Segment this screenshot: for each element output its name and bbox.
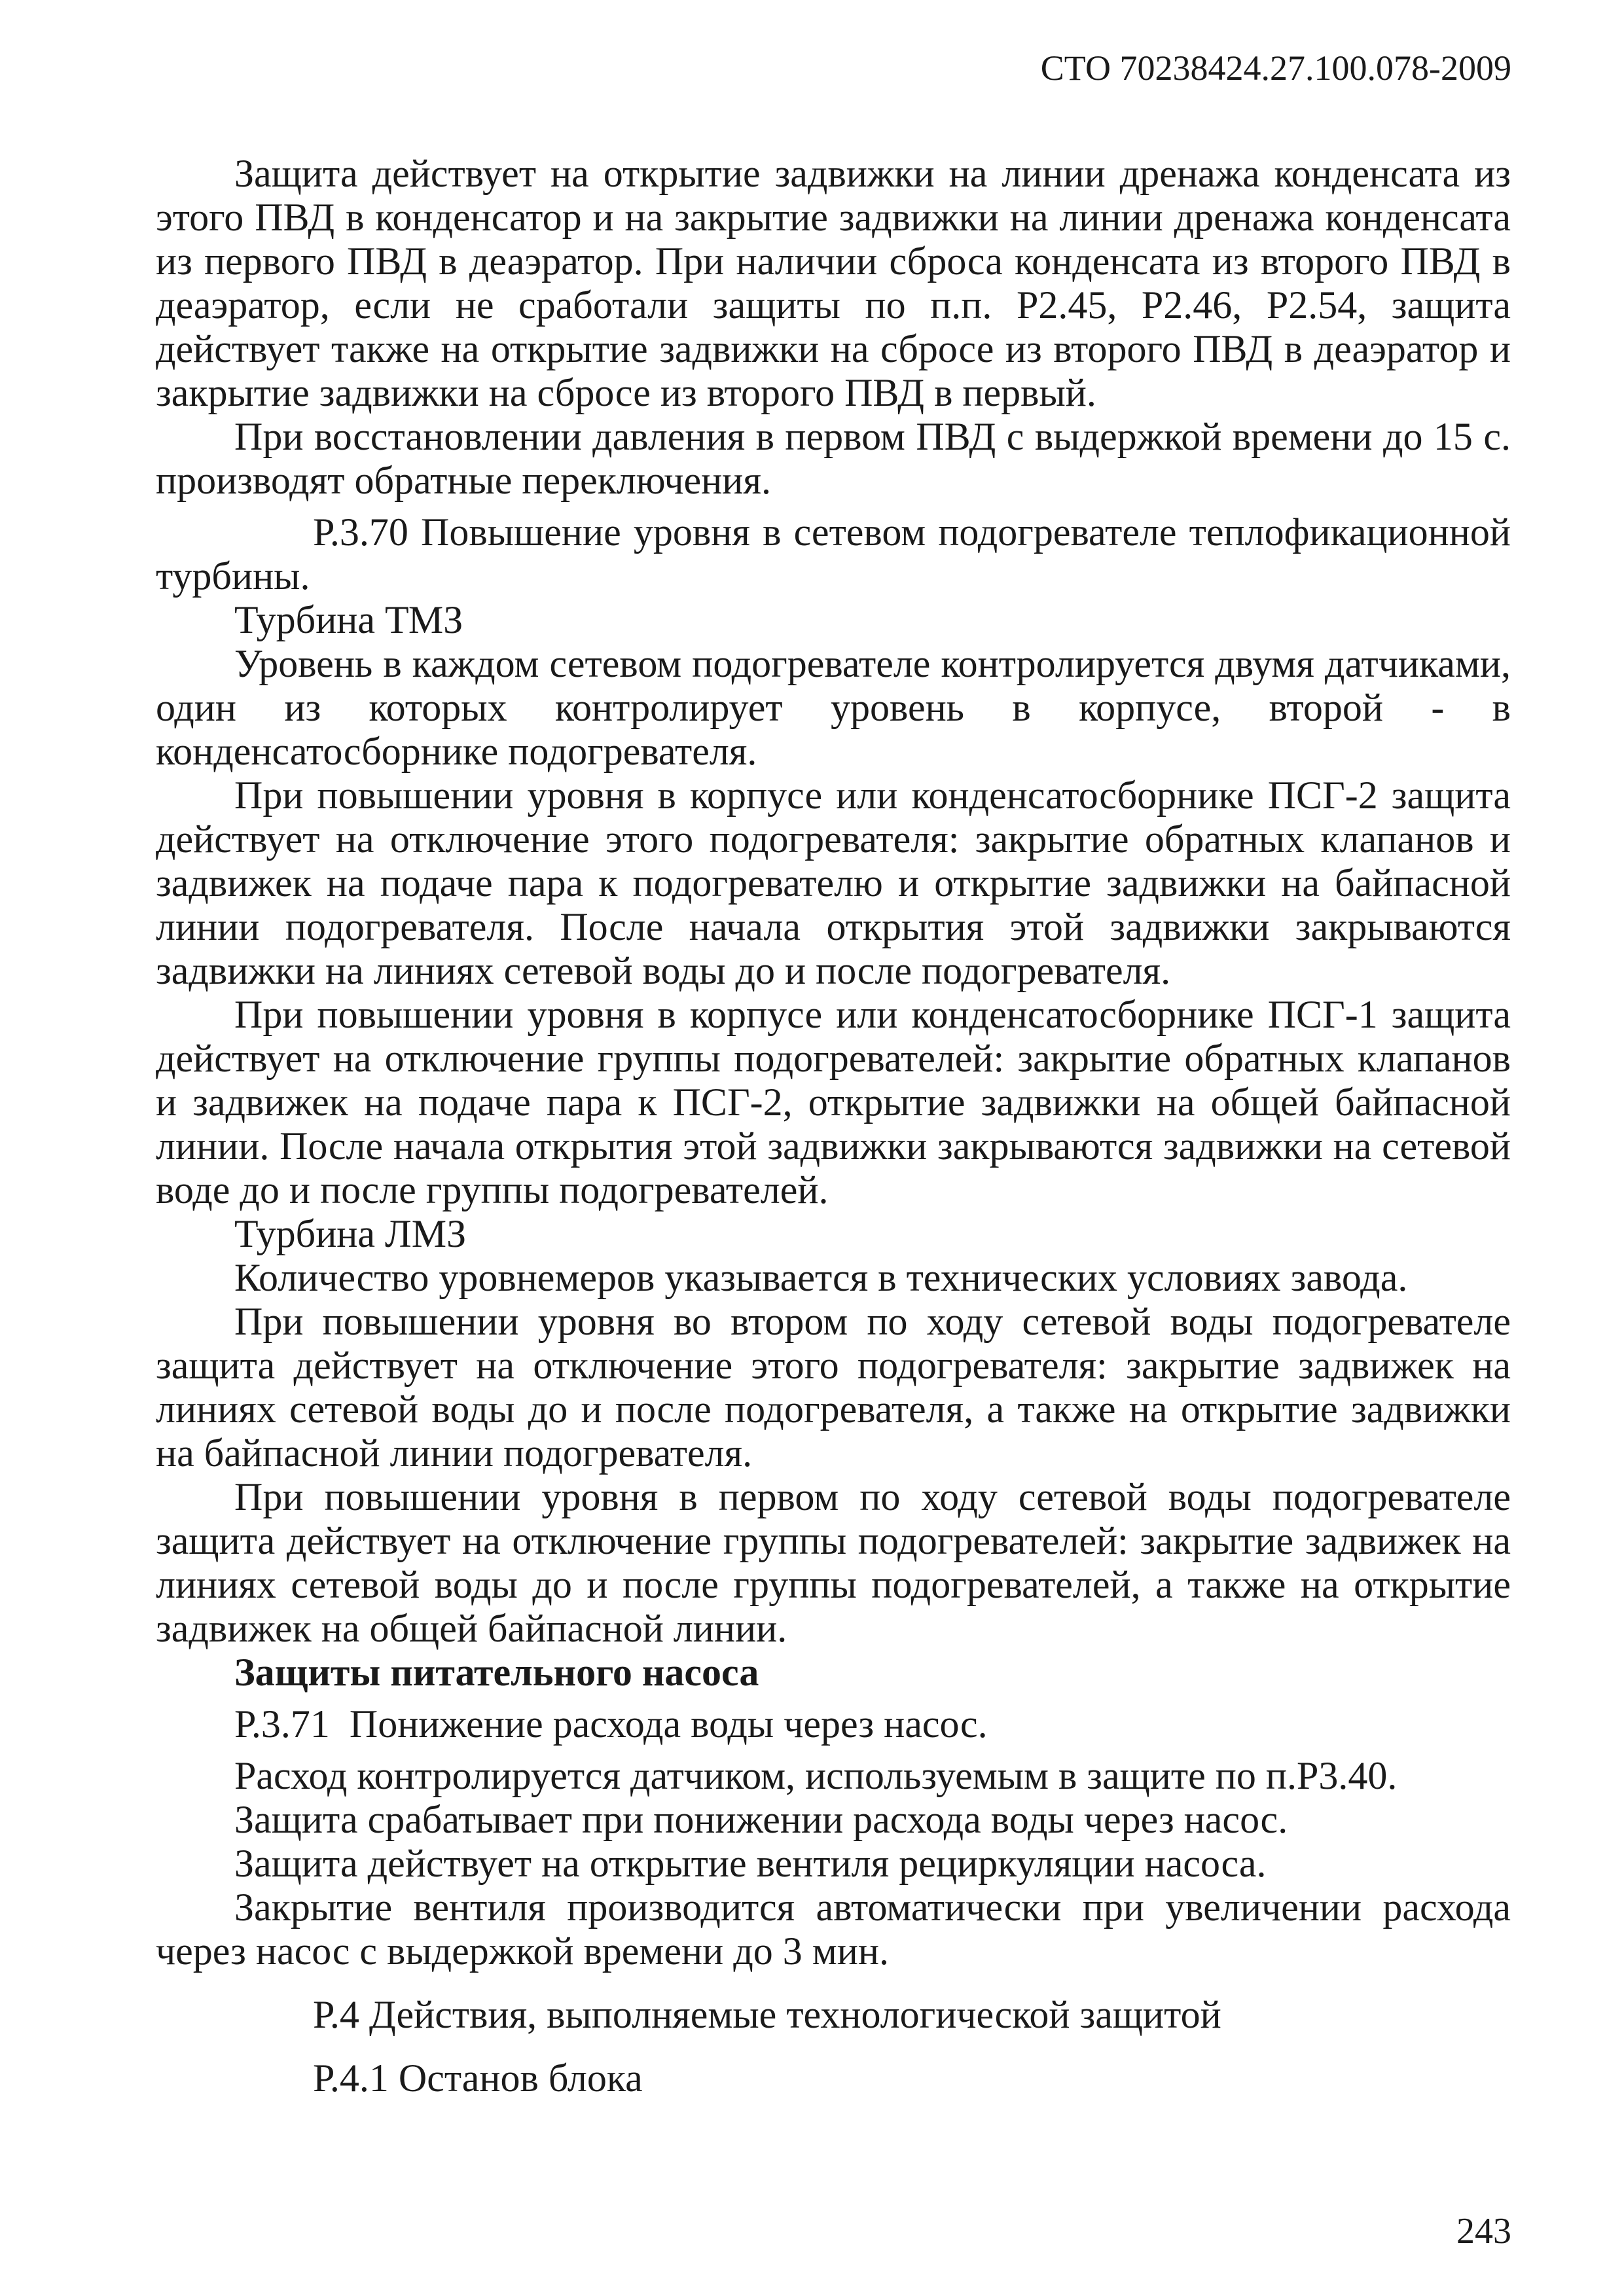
- clause-number: Р.3.70: [313, 511, 408, 554]
- document-code: СТО 70238424.27.100.078-2009: [1040, 48, 1511, 88]
- paragraph: Защита действует на открытие задвижки на линии дренажа конденсата из этого ПВД в конденсатор и на закрытие задвижки на линии дренажа конденсата из первого ПВД в деаэратор. При наличии сброса конденсата из второго ПВД в деаэратор, если не сработали защиты по п.п. Р2.45, Р2.46, Р2.54, защита действует также на открытие задвижки на сбросе из второго ПВД в деаэратор и закрытие задвижки на сбросе из второго ПВД в первый.: [156, 152, 1511, 414]
- clause-text: Понижение расхода воды через насос.: [349, 1702, 988, 1746]
- paragraph: Закрытие вентиля производится автоматически при увеличении расхода через насос с выдержкой времени до 3 мин.: [156, 1886, 1511, 1973]
- paragraph: Защита срабатывает при понижении расхода воды через насос.: [234, 1798, 1288, 1841]
- paragraph: Количество уровнемеров указывается в технических условиях завода.: [234, 1256, 1408, 1299]
- subheading-turbine-lmz: Турбина ЛМЗ: [234, 1212, 467, 1255]
- paragraph: При повышении уровня в корпусе или конденсатосборнике ПСГ-2 защита действует на отключение этого подогревателя: закрытие обратных клапанов и задвижек на подаче пара к подогревателю и открытие задвижки на байпасной линии подогревателя. После начала открытия этой задвижки закрываются задвижки на линиях сетевой воды до и после подогревателя.: [156, 774, 1511, 992]
- page-number: 243: [1456, 2211, 1511, 2251]
- clause-paragraph: [156, 1993, 1511, 2037]
- clause-number: Р.4: [313, 1993, 359, 2036]
- paragraph: При повышении уровня в корпусе или конденсатосборнике ПСГ-1 защита действует на отключение группы подогревателей: закрытие обратных клапанов и задвижек на подаче пара к ПСГ-2, открытие задвижки на общей байпасной линии. После начала открытия этой задвижки закрываются задвижки на сетевой воде до и после группы подогревателей.: [156, 993, 1511, 1211]
- clause-number: Р.4.1: [313, 2056, 389, 2100]
- paragraph: При повышении уровня в первом по ходу сетевой воды подогревателе защита действует на отключение группы подогревателей: закрытие задвижек на линиях сетевой воды до и после группы подогревателей, а также на открытие задвижек на общей байпасной линии.: [156, 1475, 1511, 1650]
- clause-text: Останов блока: [398, 2056, 643, 2100]
- paragraph: При восстановлении давления в первом ПВД с выдержкой времени до 15 с. производят обратные переключения.: [156, 415, 1511, 502]
- clause-paragraph: [156, 1702, 1511, 1746]
- paragraph: Уровень в каждом сетевом подогревателе контролируется двумя датчиками, один из которых контролирует уровень в корпусе, второй - в конденсатосборнике подогревателя.: [156, 642, 1511, 773]
- clause-text: Действия, выполняемые технологической защитой: [369, 1993, 1221, 2036]
- clause-paragraph: [156, 511, 1511, 598]
- subheading-turbine-tmz: Турбина ТМЗ: [234, 598, 463, 641]
- clause-paragraph: [156, 2056, 1511, 2100]
- section-heading: Защиты питательного насоса: [234, 1651, 759, 1694]
- page-body: [156, 152, 1511, 2100]
- clause-text: Повышение уровня в сетевом подогревателе теплофикационной турбины.: [156, 511, 1511, 598]
- paragraph: При повышении уровня во втором по ходу сетевой воды подогревателе защита действует на отключение этого подогревателя: закрытие задвижек на линиях сетевой воды до и после подогревателя, а также на открытие задвижки на байпасной линии подогревателя.: [156, 1300, 1511, 1475]
- paragraph: Защита действует на открытие вентиля рециркуляции насоса.: [234, 1842, 1267, 1885]
- clause-number: Р.3.71: [234, 1702, 330, 1746]
- paragraph: Расход контролируется датчиком, используемым в защите по п.Р3.40.: [234, 1754, 1398, 1797]
